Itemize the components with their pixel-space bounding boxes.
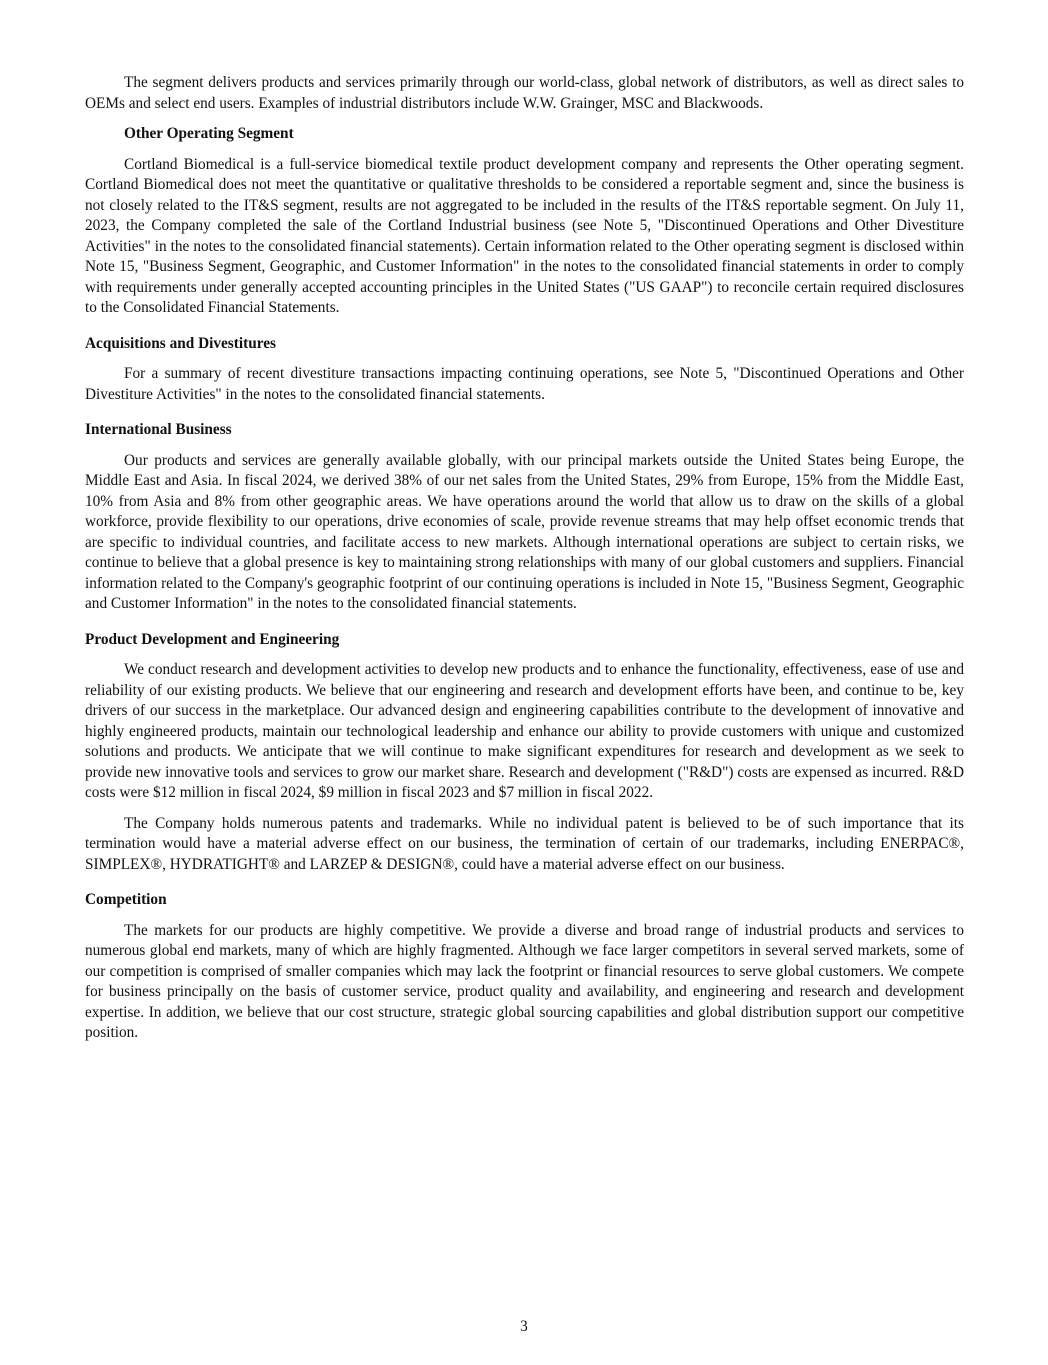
product-development-paragraph-1: We conduct research and development activities to develop new products and to enhance the functionality, effectiveness, ease of use and reliability of our existing products. We believe that our engineering and research and development efforts have been, and continue to be, key drivers of our success in the marketplace. Our advanced design and engineering capabilities contribute to the development of innovative and highly engineered products, maintain our technological leadership and enhance our ability to provide customers with unique and customized solutions and products. We anticipate that we will continue to make significant expenditures for research and development as we seek to provide new innovative tools and services to grow our market share. Research and development ("R&D") costs are expensed as incurred. R&D costs were $12 million in fiscal 2024, $9 million in fiscal 2023 and $7 million in fiscal 2022.	[85, 661, 964, 801]
international-heading: International Business	[85, 421, 232, 438]
page-number: 3	[520, 1318, 528, 1335]
product-development-paragraph-2: The Company holds numerous patents and trademarks. While no individual patent is believed to be of such importance that its termination would have a material adverse effect on our business, the termination of certain of our trademarks, including ENERPAC®, SIMPLEX®, HYDRATIGHT® and LARZEP & DESIGN®, could have a material adverse effect on our business.	[85, 814, 964, 873]
intro-paragraph: The segment delivers products and services primarily through our world-class, global network of distributors, as well as direct sales to OEMs and select end users. Examples of industrial distributors include W.W. Grainger, MSC and Blackwoods.	[85, 74, 964, 112]
product-development-heading: Product Development and Engineering	[85, 630, 340, 648]
other-segment-heading: Other Operating Segment	[124, 125, 294, 142]
acquisitions-paragraph: For a summary of recent divestiture transactions impacting continuing operations, see Note 5, "Discontinued Operations and Other Divestiture Activities" in the notes to the consolidated financial statements.	[85, 365, 964, 403]
other-segment-paragraph: Cortland Biomedical is a full-service biomedical textile product development company and represents the Other operating segment. Cortland Biomedical does not meet the quantitative or qualitative thresholds to be considered a reportable segment and, since the business is not closely related to the IT&S segment, results are not aggregated to be included in the results of the IT&S reportable segment. On July 11, 2023, the Company completed the sale of the Cortland Industrial business (see Note 5, "Discontinued Operations and Other Divestiture Activities" in the notes to the consolidated financial statements). Certain information related to the Other operating segment is disclosed within Note 15, "Business Segment, Geographic, and Customer Information" in the notes to the consolidated financial statements in order to comply with requirements under generally accepted accounting principles in the United States ("US GAAP") to reconcile certain required disclosures to the Consolidated Financial Statements.	[85, 155, 964, 316]
international-paragraph: Our products and services are generally available globally, with our principal markets outside the United States being Europe, the Middle East and Asia. In fiscal 2024, we derived 38% of our net sales from the United States, 29% from Europe, 15% from the Middle East, 10% from Asia and 8% from other geographic areas. We have operations around the world that allow us to draw on the skills of a global workforce, provide flexibility to our operations, drive economies of scale, provide revenue streams that may help offset economic trends that are specific to individual countries, and facilitate access to new markets. Although international operations are subject to certain risks, we continue to believe that a global presence is key to maintaining strong relationships with many of our global customers and suppliers. Financial information related to the Company's geographic footprint of our continuing operations is included in Note 15, "Business Segment, Geographic and Customer Information" in the notes to the consolidated financial statements.	[85, 451, 964, 612]
document-page	[85, 73, 964, 1044]
acquisitions-heading: Acquisitions and Divestitures	[85, 334, 276, 352]
competition-heading: Competition	[85, 891, 167, 908]
competition-paragraph: The markets for our products are highly competitive. We provide a diverse and broad range of industrial products and services to numerous global end markets, many of which are highly fragmented. Although we face larger competitors in several served markets, some of our competition is comprised of smaller companies which may lack the footprint or financial resources to serve global customers. We compete for business principally on the basis of customer service, product quality and availability, and engineering and research and development expertise. In addition, we believe that our cost structure, strategic global sourcing capabilities and global distribution support our competitive position.	[85, 921, 964, 1041]
